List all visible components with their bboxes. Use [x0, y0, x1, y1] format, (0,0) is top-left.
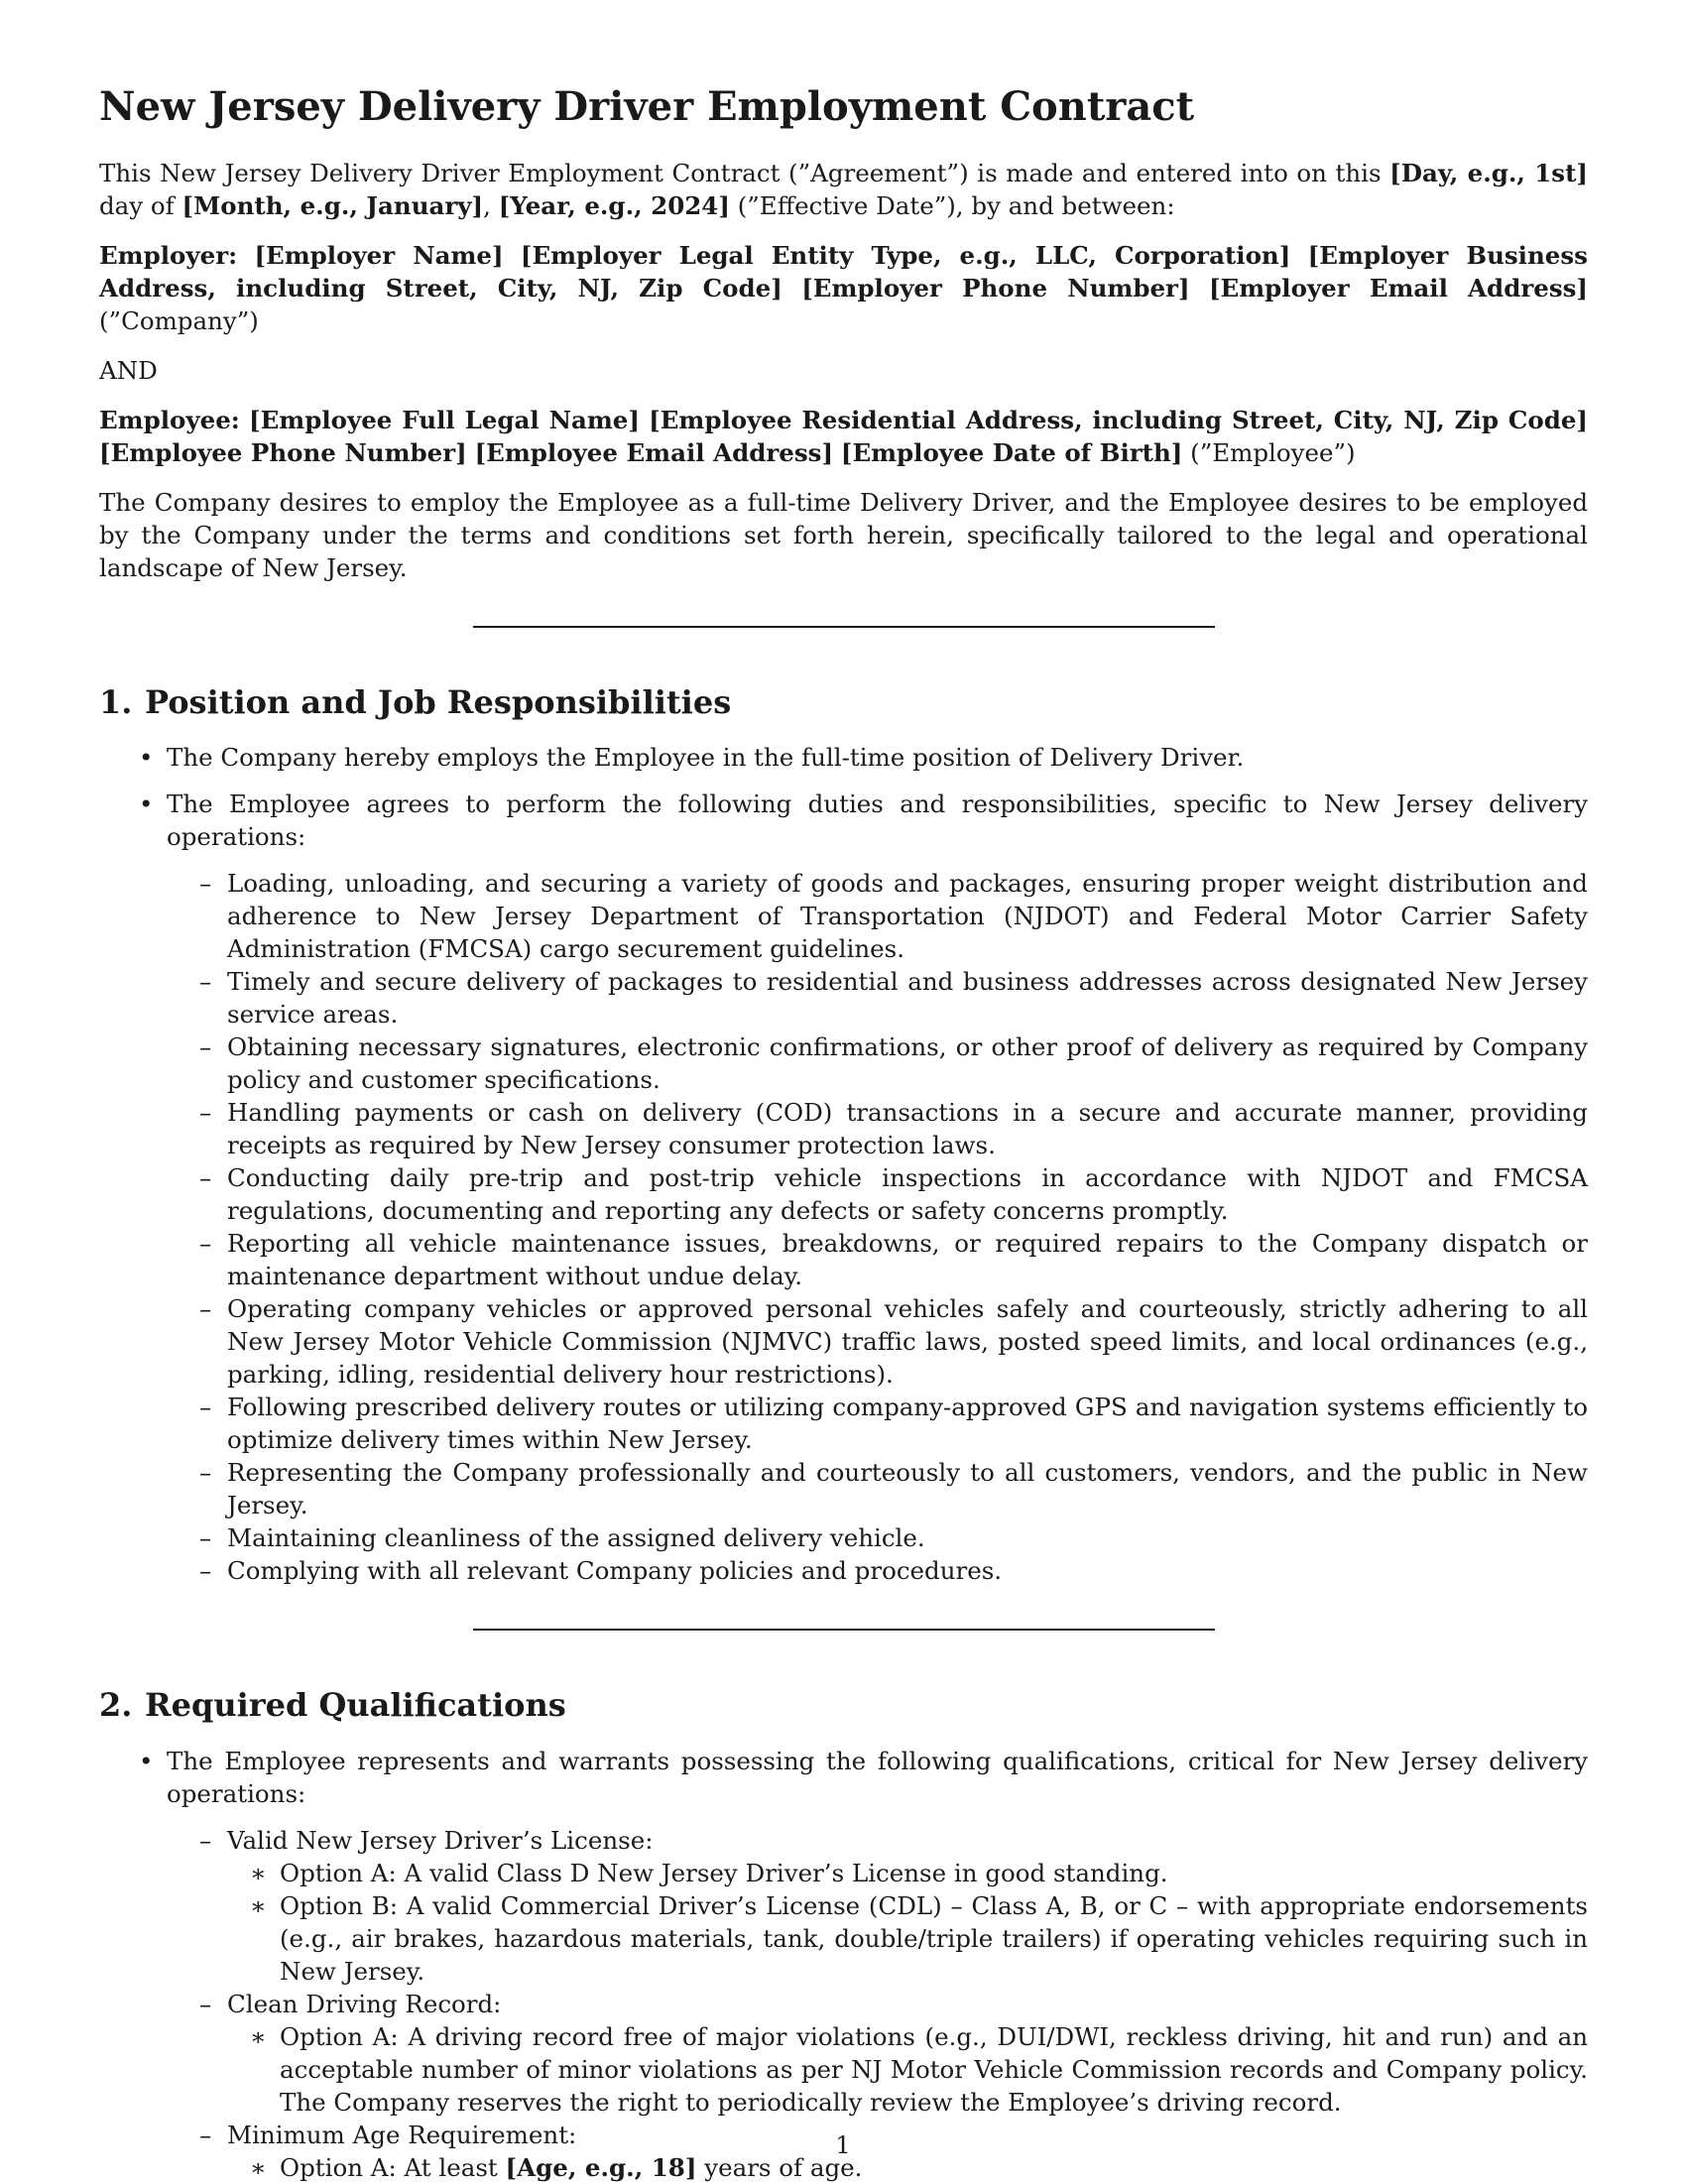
qualification-item: – Valid New Jersey Driver’s License: [99, 1824, 1588, 1857]
qualification-item: – Minimum Age Requirement: [99, 2119, 1588, 2151]
employee-dob: [Employee Date of Birth] [840, 438, 1183, 467]
section-divider [473, 626, 1215, 628]
purpose-paragraph: The Company desires to employ the Employee as a full-time Delivery Driver, and the Employee desires to be employed by the Company under the terms and conditions set forth herein, specifically tailored to the legal and operational landscape of New Jersey. [99, 488, 1588, 582]
age-placeholder: [Age, e.g., 18] [505, 2152, 697, 2182]
qualification-item: – Clean Driving Record: [99, 1988, 1588, 2020]
intro-text-2: day of [99, 191, 182, 220]
employer-block [99, 239, 1588, 337]
age-prefix: Option A: At least [280, 2152, 506, 2182]
employee-name: [Employee Full Legal Name] [249, 406, 640, 434]
section-2-list [99, 1745, 1588, 1810]
duty-item: – Representing the Company professionally and courteously to all customers, vendors, and the public in New Jersey. [99, 1456, 1588, 1521]
intro-text-4: (”Effective Date”), by and between: [729, 191, 1175, 220]
duty-item: – Handling payments or cash on delivery (COD) transactions in a secure and accurate manner, providing receipts as required by New Jersey consumer protection laws. [99, 1096, 1588, 1161]
duty-item: – Following prescribed delivery routes or utilizing company-approved GPS and navigation systems efficiently to optimize delivery times within New Jersey. [99, 1391, 1588, 1456]
employee-block [99, 404, 1588, 469]
age-suffix: years of age. [696, 2152, 863, 2182]
section-1-title: Position and Job Responsibilities [145, 683, 732, 721]
page-number: 1 [835, 2130, 851, 2159]
duty-item: – Obtaining necessary signatures, electronic confirmations, or other proof of delivery as required by Company policy and customer specifications. [99, 1031, 1588, 1096]
employer-entity-type: [Employer Legal Entity Type, e.g., LLC, Corporation] [520, 241, 1291, 270]
employer-suffix: (”Company”) [99, 306, 259, 335]
employee-email: [Employee Email Address] [474, 438, 834, 467]
duty-item: – Complying with all relevant Company policies and procedures. [99, 1554, 1588, 1587]
duty-item: – Operating company vehicles or approved personal vehicles safely and courteously, strictly adhering to all New Jersey Motor Vehicle Commission (NJMVC) traffic laws, posted speed limits, and local ordinances (e.g., parking, idling, residential delivery hour restrictions). [99, 1292, 1588, 1391]
intro-text-1: This New Jersey Delivery Driver Employment Contract (”Agreement”) is made and entered into on this [99, 159, 1390, 187]
employee-address: [Employee Residential Address, including Street, City, NJ, Zip Code] [649, 406, 1589, 434]
duties-list [99, 867, 1588, 1587]
section-divider [473, 1629, 1215, 1631]
list-item-text: The Employee agrees to perform the following duties and responsibilities, specific to New Jersey delivery operations: [167, 789, 1588, 852]
option-item: ∗ Option A: A valid Class D New Jersey Driver’s License in good standing. [99, 1857, 1588, 1889]
section-1-list [99, 741, 1588, 853]
employee-phone: [Employee Phone Number] [99, 438, 467, 467]
year-placeholder: [Year, e.g., 2024] [498, 191, 730, 220]
list-item-text: The Employee represents and warrants possessing the following qualifications, critical for New Jersey delivery operations: [167, 1746, 1588, 1808]
intro-paragraph [99, 157, 1588, 222]
list-item [99, 1745, 1588, 1810]
employee-suffix: (”Employee”) [1182, 438, 1356, 467]
duty-item: – Reporting all vehicle maintenance issues, breakdowns, or required repairs to the Company dispatch or maintenance department without undue delay. [99, 1227, 1588, 1292]
section-1-number: 1. [99, 683, 133, 721]
employee-label: Employee: [99, 406, 240, 434]
intro-text-3: , [483, 191, 499, 220]
employer-email: [Employer Email Address] [1208, 274, 1588, 303]
month-placeholder: [Month, e.g., January] [181, 191, 484, 220]
option-item: ∗ Option B: A valid Commercial Driver’s License (CDL) – Class A, B, or C – with appropriate endorsements (e.g., air brakes, hazardous materials, tank, double/triple trailers) if operating vehicles requiring such in New Jersey. [99, 1889, 1588, 1988]
employer-label: Employer: [99, 241, 238, 270]
section-2-heading [99, 1686, 1588, 1724]
list-item [99, 741, 1588, 774]
section-2-title: Required Qualifications [145, 1686, 566, 1725]
duty-item: – Conducting daily pre-trip and post-trip vehicle inspections in accordance with NJDOT and FMCSA regulations, documenting and reporting any defects or safety concerns promptly. [99, 1161, 1588, 1227]
list-item-text: The Company hereby employs the Employee in the full-time position of Delivery Driver. [167, 743, 1245, 773]
option-item: ∗ Option A: A driving record free of major violations (e.g., DUI/DWI, reckless driving, hit and run) and an acceptable number of minor violations as per NJ Motor Vehicle Commission records and Company policy. The Company reserves the right to periodically review the Employee’s driving record. [99, 2020, 1588, 2119]
section-1-heading [99, 683, 1588, 721]
document-title: New Jersey Delivery Driver Employment Contract [99, 83, 1195, 130]
employer-address: [Employer Business Address, including Street, City, NJ, Zip Code] [99, 241, 1588, 303]
duty-item: – Maintaining cleanliness of the assigned delivery vehicle. [99, 1521, 1588, 1554]
day-placeholder: [Day, e.g., 1st] [1389, 159, 1589, 187]
list-item [99, 788, 1588, 853]
duty-item: – Loading, unloading, and securing a variety of goods and packages, ensuring proper weight distribution and adherence to New Jersey Department of Transportation (NJDOT) and Federal Motor Carrier Safety Administration (FMCSA) cargo securement guidelines. [99, 867, 1588, 965]
and-separator: AND [99, 356, 158, 385]
section-2-number: 2. [99, 1686, 133, 1725]
employer-phone: [Employer Phone Number] [801, 274, 1190, 303]
employer-name: [Employer Name] [254, 241, 504, 270]
duty-item: – Timely and secure delivery of packages to residential and business addresses across designated New Jersey service areas. [99, 965, 1588, 1031]
